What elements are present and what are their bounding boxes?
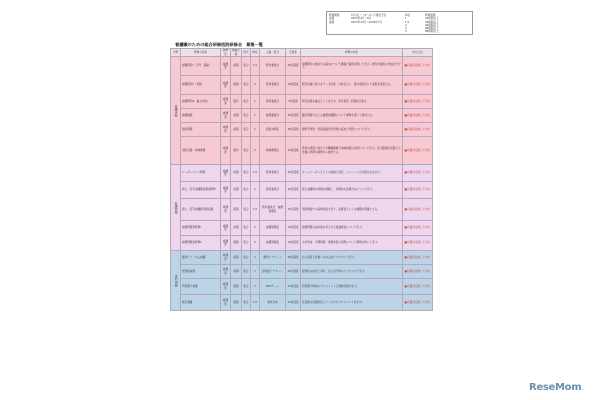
cell-place: 看護部 [221, 295, 231, 311]
cell-unit: 2 [251, 76, 260, 95]
header-cell: 1 [405, 17, 407, 21]
cell-apply: ■所属長を通して申込 [403, 95, 433, 109]
cell-content: 実践場面での指導を振り返り、指導者としての課題を明確にする。 [301, 199, 403, 221]
cell-date: 前期 [231, 221, 242, 236]
header-cell: 前期 [329, 17, 335, 21]
cell-format: 集合 [242, 109, 251, 123]
cell-content: 急変時の初期対応とフィジカルアセスメントを学ぶ。 [301, 295, 403, 311]
header-cell: 研修時間 [425, 14, 436, 17]
cell-date: 前期 [231, 265, 242, 279]
column-header: 定員等 [286, 49, 301, 57]
cell-name: 退院支援・地域連携 [181, 137, 221, 165]
cell-unit: 1 [251, 95, 260, 109]
cell-format: 集合 [242, 295, 251, 311]
cell-date: 前期 [231, 57, 242, 76]
cell-content: 看護研究の進め方の基本について講義と演習を通して学ぶ。研究計画書の作成まで行う。 [301, 57, 403, 76]
cell-format: 集合 [242, 165, 251, 182]
cell-unit: 1 [251, 279, 260, 295]
cell-quota: 20名程度 [286, 137, 301, 165]
cell-format: 集合 [242, 123, 251, 137]
cell-date: 後期 [231, 279, 242, 295]
watermark-suffix: . [581, 382, 585, 393]
column-header: 分野 [171, 49, 181, 57]
cell-format: 集合 [242, 199, 251, 221]
cell-apply: ■所属長を通して申込 [403, 165, 433, 182]
cell-place: 看護部 [221, 95, 231, 109]
cell-quota: 20名程度 [286, 165, 301, 182]
cell-org: 救急外来 [260, 295, 286, 311]
cell-quota: 20名程度 [286, 251, 301, 265]
cell-apply: ■所属長を通して申込 [403, 182, 433, 199]
cell-apply: ■所属長を通して申込 [403, 57, 433, 76]
cell-place: 看護部 [221, 199, 231, 221]
column-header: 形式 [242, 49, 251, 57]
document-title: 看護職のための総合研修医院研修会 募集一覧 [175, 42, 263, 47]
header-cell: 60時間以上 [425, 27, 439, 31]
cell-apply: ■所属長を通して申込 [403, 123, 433, 137]
cell-format: 集合 [242, 76, 251, 95]
cell-unit: 1 [251, 109, 260, 123]
column-header: 開催日程 [232, 49, 240, 56]
table-row [171, 95, 433, 109]
header-cell: 80時間以上 [425, 30, 439, 34]
cell-org: NSTチーム [260, 279, 286, 295]
header-cell: 30時間以上 [425, 20, 439, 24]
cell-org: 認知症ケアチーム [260, 265, 286, 279]
cell-name: リーダーシップ研修 [181, 165, 221, 182]
cell-unit: 2 [251, 137, 260, 165]
category-cell: 看護実践 [171, 57, 181, 165]
cell-place: 看護部 [221, 165, 231, 182]
cell-place: 看護部 [221, 123, 231, 137]
cell-name: 看護研究Ⅰ（入門・基礎） [181, 57, 221, 76]
cell-content: 看護管理の基本的な考え方と組織運営について学ぶ。 [301, 221, 403, 236]
cell-quota: 20名程度 [286, 265, 301, 279]
header-info-box [326, 11, 473, 35]
cell-date: 後期 [231, 76, 242, 95]
header-cell: 後期 [329, 20, 335, 24]
header-cell: 40時間以上 [425, 23, 439, 27]
cell-place: 看護部 [221, 236, 231, 251]
cell-date: 後期 [231, 295, 242, 311]
table-row [171, 251, 433, 265]
cell-apply: ■所属長を通して申込 [403, 221, 433, 236]
table-row [171, 279, 433, 295]
cell-content: 新人看護師の特徴を理解し、効果的な指導方法について学ぶ。 [301, 182, 403, 199]
cell-unit: 1 [251, 265, 260, 279]
table-header-row [171, 49, 433, 57]
cell-content: 研究計画に基づきデータ収集・分析を行い、院内発表会にて成果を発表する。 [301, 76, 403, 95]
cell-quota: 10名程度 [286, 76, 301, 95]
cell-quota: 5名程度 [286, 95, 301, 109]
cell-apply: ■所属長を通して申込 [403, 76, 433, 95]
cell-format: 集合 [242, 236, 251, 251]
cell-name: 感染管理 [181, 123, 221, 137]
table-row [171, 236, 433, 251]
cell-format: 集合 [242, 137, 251, 165]
cell-content: 患者の退院に向けた多職種連携と地域資源の活用について学ぶ。在宅療養を見据えた支援の実際を事例から検討する。 [301, 137, 403, 165]
cell-quota: 15名程度 [286, 279, 301, 295]
cell-name: 看護管理者研修Ⅰ [181, 221, 221, 236]
column-header: 研修の名称 [181, 49, 221, 57]
cell-unit: 2 [251, 221, 260, 236]
cell-place: 看護部 [221, 109, 231, 123]
cell-format: 集合 [242, 265, 251, 279]
cell-quota: 15名程度 [286, 295, 301, 311]
cell-quota: 15名程度 [286, 199, 301, 221]
cell-name: 救急看護 [181, 295, 221, 311]
cell-unit: 1.5 [251, 295, 260, 311]
cell-unit: 2 [251, 182, 260, 199]
cell-quota: 30名程度 [286, 109, 301, 123]
cell-unit: 1.5 [251, 57, 260, 76]
category-cell: 専門領域 [171, 251, 181, 311]
header-left-labels [329, 14, 339, 24]
cell-date: 後期 [231, 199, 242, 221]
cell-unit: 1.5 [251, 165, 260, 182]
cell-quota: 20名程度 [286, 57, 301, 76]
cell-name: 看護研究Ⅱ（実践） [181, 76, 221, 95]
header-cell: 1.5 [405, 20, 410, 24]
table-row [171, 76, 433, 95]
cell-date: 前期 [231, 251, 242, 265]
cell-org: 教育委員会 [260, 95, 286, 109]
cell-name: 認知症看護 [181, 265, 221, 279]
cell-org: 教育委員会・看護管理室 [260, 199, 286, 221]
cell-place: 看護部 [221, 251, 231, 265]
cell-date: 前期 [231, 123, 242, 137]
header-cell: 単位 [405, 14, 411, 17]
cell-name: 看護研究Ⅲ（論文作成） [181, 95, 221, 109]
cell-content: チームリーダーとしての役割と責任、メンバーへの支援方法を学ぶ。 [301, 165, 403, 182]
cell-format: 集合 [242, 221, 251, 236]
header-cell: 研修期間 [329, 14, 340, 17]
header-cell: 4 [405, 30, 407, 34]
table-row [171, 165, 433, 182]
table-row [171, 123, 433, 137]
cell-format: 集合 [242, 279, 251, 295]
cell-unit: 1.5 [251, 199, 260, 221]
cell-content: がん患者と家族への全人的ケアについて学ぶ。 [301, 251, 403, 265]
cell-date: 前期 [231, 165, 242, 182]
cell-apply: ■所属長を通して申込 [403, 236, 433, 251]
cell-org: 教育委員会 [260, 57, 286, 76]
cell-place: 看護部 [221, 57, 231, 76]
table-row [171, 137, 433, 165]
table-row [171, 182, 433, 199]
cell-name: 新人・若手看護師実践指導 [181, 199, 221, 221]
cell-format: 集合 [242, 182, 251, 199]
cell-quota: 30名程度 [286, 123, 301, 137]
cell-place: 看護部 [221, 265, 231, 279]
cell-name: 看護倫理 [181, 109, 221, 123]
cell-org: 地域連携室 [260, 137, 286, 165]
cell-content: 標準予防策・感染経路別予防策の基本と実践について学ぶ。 [301, 123, 403, 137]
cell-org: 教育委員会 [260, 182, 286, 199]
cell-apply: ■所属長を通して申込 [403, 251, 433, 265]
cell-apply: ■所属長を通して申込 [403, 109, 433, 123]
table-row [171, 221, 433, 236]
cell-unit: 1 [251, 251, 260, 265]
cell-content: 摂食嚥下障害のアセスメントと援助技術を学ぶ。 [301, 279, 403, 295]
cell-date: 通年 [231, 137, 242, 165]
cell-org: 緩和ケアチーム [260, 251, 286, 265]
cell-format: 集合 [242, 57, 251, 76]
cell-place: 看護部 [221, 137, 231, 165]
table-row [171, 265, 433, 279]
cell-place: 看護部 [221, 76, 231, 95]
cell-apply: ■所属長を通して申込 [403, 295, 433, 311]
table-row [171, 109, 433, 123]
cell-date: 前期 [231, 109, 242, 123]
header-cell: 3 [405, 27, 407, 31]
cell-date: 通年 [231, 95, 242, 109]
cell-name: 新人・若手看護師指導者研修 [181, 182, 221, 199]
header-cell: 2025年10月〜2026年3月 [351, 20, 383, 24]
cell-name: 看護管理者研修Ⅱ [181, 236, 221, 251]
cell-date: 後期 [231, 236, 242, 251]
cell-unit: 2 [251, 236, 260, 251]
training-table [170, 48, 433, 311]
cell-org: 教育委員会 [260, 165, 286, 182]
cell-org: 看護管理室 [260, 236, 286, 251]
cell-content: 認知症の症状と対応、せん妄予防のケアについて学ぶ。 [301, 265, 403, 279]
cell-name: 緩和ケア・がん看護 [181, 251, 221, 265]
brand-watermark [529, 382, 584, 393]
header-left-values [351, 14, 389, 24]
cell-apply: ■所属長を通して申込 [403, 265, 433, 279]
cell-content: 臨床現場で生じる倫理的課題について事例を用いて検討する。 [301, 109, 403, 123]
column-header: 単位 [251, 49, 260, 57]
column-header: 主催・担当 [260, 49, 286, 57]
header-cell: 2025年4月〜9月 [351, 17, 372, 21]
cell-quota: 10名程度 [286, 221, 301, 236]
watermark-brand: ReseMom [529, 382, 582, 393]
cell-place: 看護部 [221, 221, 231, 236]
column-header: 研修先 [221, 49, 231, 57]
cell-quota: 20名程度 [286, 182, 301, 199]
cell-quota: 10名程度 [286, 236, 301, 251]
cell-format: 集合 [242, 95, 251, 109]
cell-unit: 1 [251, 123, 260, 137]
cell-content: 研究成果を論文としてまとめ、学会発表・投稿を目指す。 [301, 95, 403, 109]
header-cell: 24時間以上 [425, 17, 439, 21]
cell-org: 教育委員会 [260, 76, 286, 95]
column-header: 研修の内容 [301, 49, 403, 57]
cell-org: 感染対策室 [260, 123, 286, 137]
cell-place: 看護部 [221, 182, 231, 199]
header-cell: 2 [405, 23, 407, 27]
table-row [171, 199, 433, 221]
cell-org: 倫理委員会 [260, 109, 286, 123]
header-cell: 5月1日〜（2〜3ヶ月程度予定） [351, 14, 389, 17]
cell-apply: ■所属長を通して申込 [403, 137, 433, 165]
table-row [171, 57, 433, 76]
cell-place: 看護部 [221, 279, 231, 295]
header-right-labels [405, 14, 410, 34]
cell-content: 人材育成・労務管理・業務改善の実際について事例を用いて学ぶ。 [301, 236, 403, 251]
cell-date: 前期 [231, 182, 242, 199]
table-row [171, 295, 433, 311]
category-cell: 看護管理 [171, 165, 181, 251]
cell-org: 看護管理室 [260, 221, 286, 236]
cell-apply: ■所属長を通して申込 [403, 279, 433, 295]
cell-format: 集合 [242, 251, 251, 265]
cell-name: 摂食嚥下看護 [181, 279, 221, 295]
header-right-values [425, 14, 439, 34]
column-header: 申込方法 [403, 49, 433, 57]
cell-apply: ■所属長を通して申込 [403, 199, 433, 221]
